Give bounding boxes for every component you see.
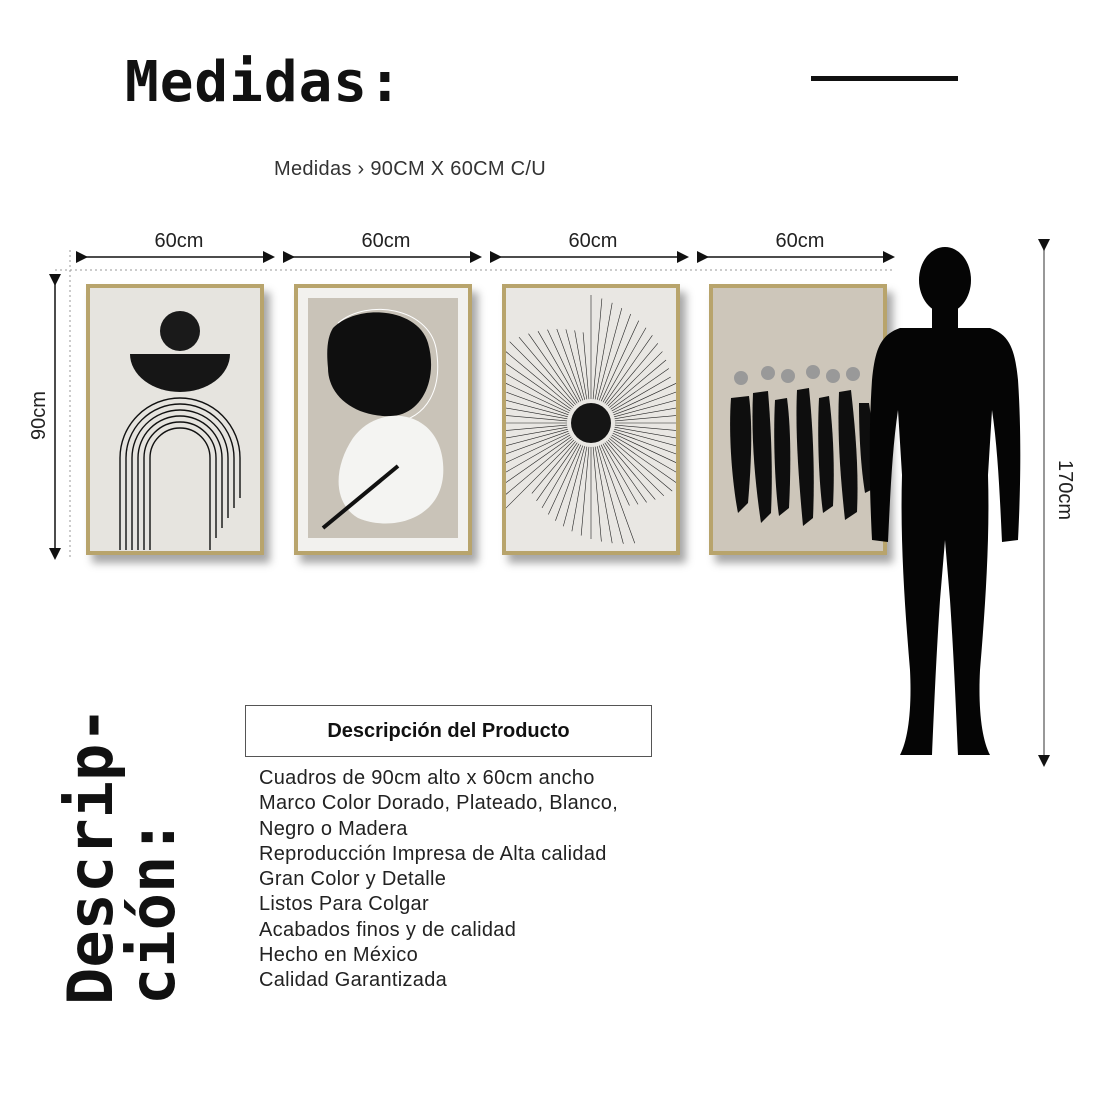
person-height-label: 170cm	[1054, 460, 1076, 521]
description-item: Reproducción Impresa de Alta calidad	[259, 842, 607, 865]
artwork-arch-and-circle	[86, 284, 264, 555]
description-item: Listos Para Colgar	[259, 893, 429, 916]
width-label-1: 60cm	[154, 230, 204, 252]
artwork-abstract-stones	[294, 284, 472, 555]
description-vertical-title	[54, 706, 189, 1005]
description-list	[259, 766, 618, 994]
height-label: 90cm	[28, 391, 50, 440]
description-item: Acabados finos y de calidad	[259, 918, 517, 941]
description-item: Calidad Garantizada	[259, 969, 448, 992]
description-item: Marco Color Dorado, Plateado, Blanco,	[259, 792, 619, 815]
measures-subtitle: Medidas › 90CM X 60CM C/U	[274, 158, 547, 180]
description-title-box	[245, 705, 652, 757]
width-label-3: 60cm	[568, 230, 618, 252]
human-silhouette	[860, 240, 1030, 770]
width-label-2: 60cm	[361, 230, 411, 252]
description-item: Cuadros de 90cm alto x 60cm ancho	[259, 767, 595, 789]
description-vertical-title-line2: ción:	[116, 818, 189, 1005]
description-title: Descripción del Producto	[327, 719, 570, 742]
artwork-sunburst	[502, 284, 680, 555]
description-item: Negro o Madera	[259, 817, 408, 840]
page-title: Medidas:	[125, 50, 403, 115]
width-label-4: 60cm	[775, 230, 825, 252]
description-item: Gran Color y Detalle	[259, 868, 447, 891]
description-vertical-title-line1: Descrip-	[54, 706, 127, 1005]
description-item: Hecho en México	[259, 944, 419, 967]
